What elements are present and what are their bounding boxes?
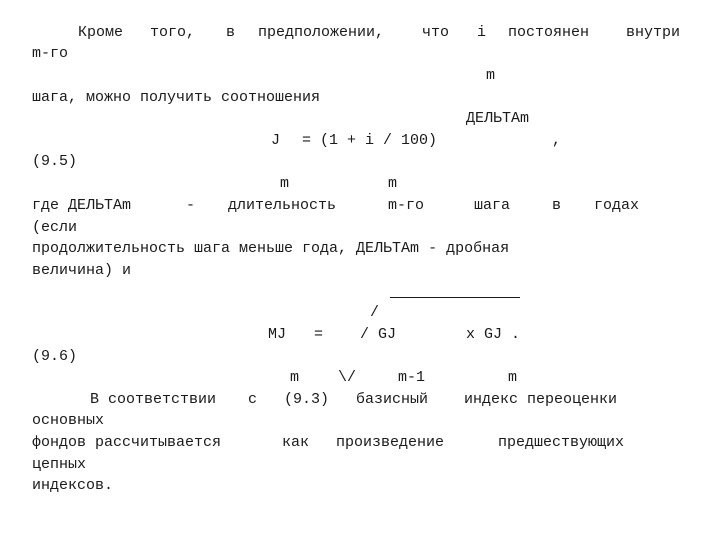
formula-subscript: m bbox=[508, 369, 518, 386]
formula-subscript: m bbox=[290, 369, 300, 386]
text-word: В соответствии bbox=[90, 391, 217, 408]
text-word: Кроме bbox=[78, 24, 124, 41]
text-word: - bbox=[186, 197, 196, 214]
text-word: m-го bbox=[388, 197, 425, 214]
sqrt-slash-bottom: \/ bbox=[338, 369, 357, 386]
sqrt-slash-top: / bbox=[370, 304, 380, 321]
formula-lhs: MJ bbox=[268, 326, 287, 343]
text-word: где ДЕЛЬТАm bbox=[32, 197, 132, 214]
text-word: что bbox=[422, 24, 450, 41]
text-line: шага, можно получить соотношения bbox=[32, 89, 321, 106]
formula-superscript: ДЕЛЬТАm bbox=[466, 110, 530, 127]
text-line: основных bbox=[32, 412, 105, 429]
formula-comma: , bbox=[552, 132, 562, 149]
text-line: индексов. bbox=[32, 477, 114, 494]
formula-superscript: m bbox=[486, 67, 496, 84]
formula-root: / GJ bbox=[360, 326, 397, 343]
formula-product: x GJ . bbox=[466, 326, 521, 343]
text-line: цепных bbox=[32, 456, 87, 473]
text-word: в bbox=[226, 24, 236, 41]
formula-subscript: m bbox=[388, 175, 398, 192]
text-line: (если bbox=[32, 219, 78, 236]
text-word: в bbox=[552, 197, 562, 214]
text-word: как bbox=[282, 434, 310, 451]
text-line: m-го bbox=[32, 45, 69, 62]
text-word: фондов рассчитывается bbox=[32, 434, 222, 451]
text-word: с bbox=[248, 391, 258, 408]
formula-lhs: J bbox=[271, 132, 281, 149]
text-line: продолжительность шага меньше года, ДЕЛЬТАm - дробная bbox=[32, 240, 510, 257]
formula-equals: = bbox=[314, 326, 324, 343]
text-line: величина) и bbox=[32, 262, 132, 279]
text-word: внутри bbox=[626, 24, 681, 41]
text-word: длительность bbox=[228, 197, 337, 214]
text-word: годах bbox=[594, 197, 640, 214]
text-word: того, bbox=[150, 24, 196, 41]
text-word: i bbox=[477, 24, 487, 41]
text-word: предположении, bbox=[258, 24, 385, 41]
equation-number: (9.5) bbox=[32, 153, 78, 170]
formula-subscript: m bbox=[280, 175, 290, 192]
formula-body: = (1 + i / 100) bbox=[302, 132, 438, 149]
text-word: постоянен bbox=[508, 24, 590, 41]
text-word: (9.3) bbox=[284, 391, 330, 408]
text-word: произведение bbox=[336, 434, 445, 451]
text-word: шага bbox=[474, 197, 511, 214]
text-word: базисный bbox=[356, 391, 429, 408]
equation-number: (9.6) bbox=[32, 348, 78, 365]
text-word: предшествующих bbox=[498, 434, 625, 451]
sqrt-overline bbox=[390, 297, 520, 298]
text-word: индекс переоценки bbox=[464, 391, 618, 408]
formula-subscript: m-1 bbox=[398, 369, 426, 386]
